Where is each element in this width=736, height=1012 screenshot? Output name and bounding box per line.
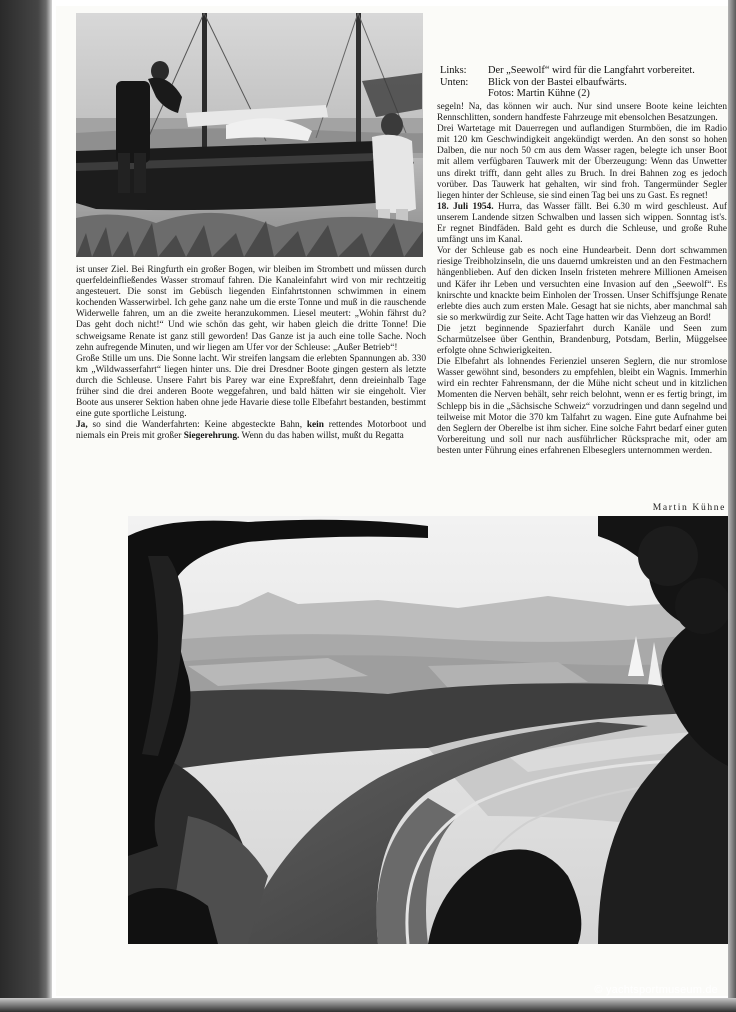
caption-links-label: Links: (440, 65, 467, 76)
paragraph-emphasis (76, 420, 426, 442)
paragraph: ist unser Ziel. Bei Ringfurth ein großer Bogen, wir bleiben im Strombett und müssen durch querfeldeinfließendes Wasser stromauf fahren. Die Kanaleinfahrt wird von mir rechtzeitig angesteuert. Die sonst im Gebüsch liegenden Einfahrtstonnen schwimmen in einem kochenden Wasserwirbel. Ich gehe ganz nahe um die erste Tonne und muß in die rauschende Widerwelle fahren, um an die zweite heranzukommen. Liesel meutert: „Wohin fährst du? Das geht doch nicht!“ Und wie schön das geht, wir haben gleich die dritte Tonne! Die schweigsame Renate ist ganz still geworden! Das Ganze ist ja auch eine tolle Sache. Noch zehn aufregende Minuten, und wir liegen am Ufer vor der Schleuse: „Außer Betrieb“! (76, 265, 426, 353)
caption-unten-row (440, 77, 730, 89)
caption-unten-label: Unten: (440, 76, 469, 88)
scan-edge-left (0, 0, 52, 1012)
photo-caption (440, 65, 730, 100)
caption-links-row (440, 65, 730, 77)
scan-edge-bottom (0, 998, 736, 1012)
paragraph-text: rettendes Motorboot und niemals ein Preis mit großer (76, 420, 426, 442)
photo-elbe-valley (128, 516, 728, 944)
paragraph-text: Wenn du das haben willst, mußt du Regatta (239, 431, 404, 442)
paragraph: segeln! Na, das können wir auch. Nur sind unsere Boote keine leichten Rennschlitten, sondern handfeste Fahrzeuge mit ebensolchen Besatzungen. (437, 102, 727, 124)
scan-edge-right (728, 0, 736, 1012)
paragraph: Große Stille um uns. Die Sonne lacht. Wir streifen langsam die erlebten Spannungen ab. 330 km „Wildwasserfahrt“ liegen hinter uns. Die drei Dresdner Boote gingen gestern als letzte durch die Schleuse. Unsere Fahrt bis Parey war eine Expreßfahrt, denn dreieinhalb Tage früher sind die drei anderen Boote weggefahren, und bald hätten wir sie eingeholt. Vier Boote aus unserer Sektion haben ohne jede Havarie diese tolle Elbefahrt bestanden, bestimmt eine gute sportliche Leistung. (76, 353, 426, 420)
emphasis: Siegerehrung. (183, 431, 240, 442)
paragraph: Die Elbefahrt als lohnendes Ferienziel unseren Seglern, die nur stromlose Wasser gewöhnt sind, besonders zu empfehlen, bleibt ein Wagnis. Immerhin wird ein rechter Fahrensmann, der die Mühe nicht scheut und in kitzlichen Momenten die Nerven behält, sehr reich belohnt, wenn er es fertig bringt, im Schlepp bis in die „Sächsische Schweiz“ vorzudringen und dann segelnd und teilweise mit Motor die 370 km Talfahrt zu wagen. Eine gute Aufnahme bei den Seglern der Oberelbe ist ihm sicher. Eine solche Fahrt bedarf einer guten Vorbereitung und soll nur nach ausführlicher Rücksprache mit, oder am besten unter Führung eines erfahrenen Elbeseglers unternommen werden. (437, 357, 727, 456)
date-heading: 18. Juli 1954. (437, 201, 494, 212)
author-signature: Martin Kühne (652, 502, 726, 513)
paragraph: Die jetzt beginnende Spazierfahrt durch Kanäle und Seen zum Scharmützelsee über Genthin, Brandenburg, Potsdam, Berlin, Müggelsee erfolgte ohne Schwierigkeiten. (437, 323, 727, 357)
paragraph-text: so sind die Wanderfahrten: Keine abgesteckte Bahn, (87, 420, 307, 431)
emphasis: Ja, (76, 420, 88, 431)
paragraph: Drei Wartetage mit Dauerregen und auflandigen Sturmböen, die im Radio mit 120 km Geschwindigkeit angekündigt werden. An den sonst so hohen Dalben, die nur noch 50 cm aus dem Wasser ragen, belegte ich unser Boot mit allem verfügbaren Tauwerk mit der Überzeugung: Wenn das Unwetter uns direkt trifft, dann geht alles zu Bruch. In drei Bahnen zog es jedoch vorüber. Das Tauwerk hat gehalten, wir sind froh. Tangermünder Segler liegen hinter der Schleuse, sie sind einen Tag bei uns zu Gast. Es regnet! (437, 124, 727, 201)
paragraph-text: Hurra, das Wasser fällt. Bei 6.30 m wird geschleust. Auf unserem Landende sitzen Schwalben und lassen sich wippen. Sonntag ist's. Er regnet Bindfäden. Bald geht es durch die Schleuse, und große Ruhe umfängt uns im Kanal. (437, 201, 727, 246)
caption-unten-text: Blick von der Bastei elbaufwärts. (488, 76, 627, 88)
photo-sailboat (76, 13, 423, 257)
caption-links-text: Der „Seewolf“ wird für die Langfahrt vorbereitet. (488, 65, 695, 76)
caption-fotos-credit: Fotos: Martin Kühne (2) (488, 88, 590, 100)
paragraph-dated (437, 202, 727, 246)
magazine-page (56, 6, 728, 996)
article-column-right (437, 102, 727, 457)
article-column-left (76, 265, 426, 443)
paragraph: Vor der Schleuse gab es noch eine Hundearbeit. Denn dort schwammen riesige Treibholzinseln, die uns dauernd umkreisten und an den Festmachern hängenblieben. Auf den dicken Inseln fristeten mehrere Millionen Ameisen und Käfer ihr Leben und versuchten eine Invasion auf den „Seewolf“. Es knirschte und knackte beim Einholen der Trossen. Unser Schiffsjunge Renate erlebte dies auch zum ersten Male. Gesagt hat sie nichts, aber manchmal sah sie so merkwürdig zur Seite. Acht Tage hatten wir das Viehzeug an Bord! (437, 246, 727, 323)
emphasis: kein (306, 420, 324, 431)
watermark: © yachtsportmuseum.de (594, 984, 718, 996)
